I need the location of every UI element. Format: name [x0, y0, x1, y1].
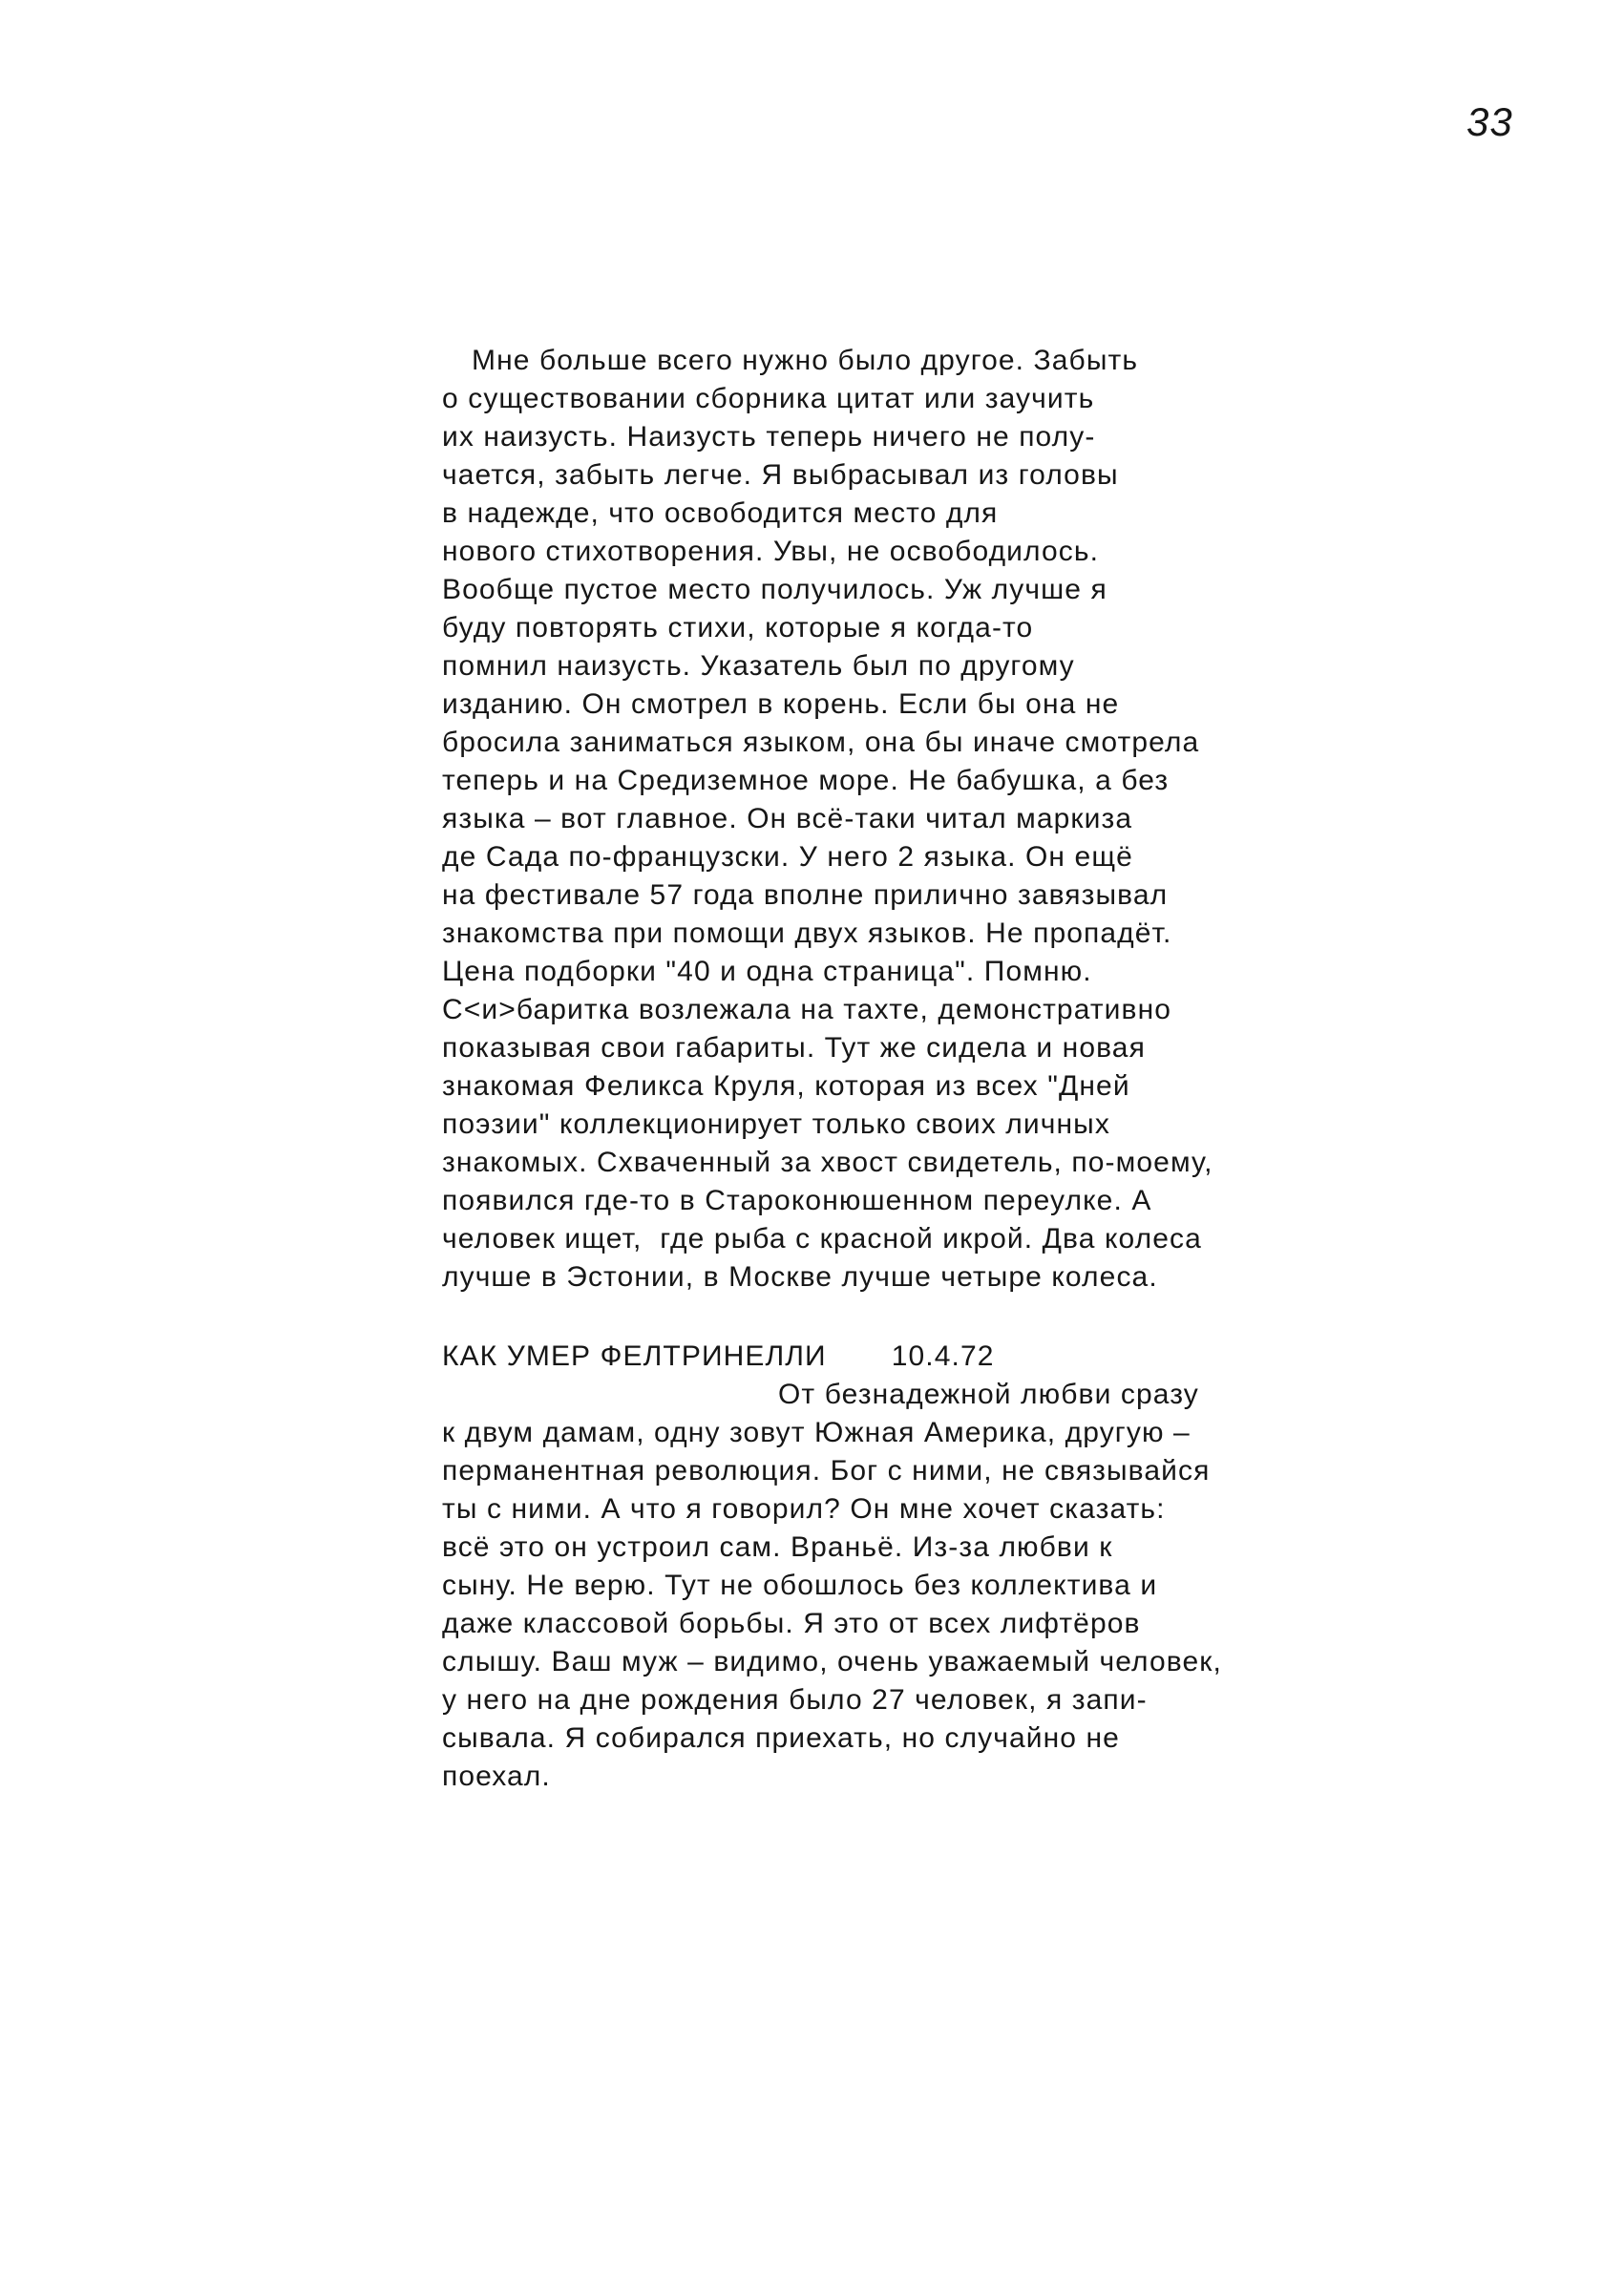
- text-line: Мне больше всего нужно было другое. Забыть: [472, 345, 1139, 376]
- text-line: сывала. Я собирался приехать, но случайно не: [442, 1722, 1120, 1754]
- text-line: чается, забыть легче. Я выбрасывал из головы: [442, 459, 1119, 491]
- text-line: показывая свои габариты. Тут же сидела и новая: [442, 1032, 1146, 1064]
- text-line: сыну. Не верю. Тут не обошлось без коллектива и: [442, 1570, 1158, 1601]
- text-column: [442, 342, 1234, 1796]
- text-line: нового стихотворения. Увы, не освободилось.: [442, 536, 1100, 567]
- text-line: бросила заниматься языком, она бы иначе смотрела: [442, 727, 1200, 758]
- text-line: знакомства при помощи двух языков. Не пропадёт.: [442, 918, 1172, 949]
- text-line: в надежде, что освободится место для: [442, 497, 999, 529]
- text-line: даже классовой борьбы. Я это от всех лифтёров: [442, 1608, 1141, 1639]
- text-line: ты с ними. А что я говорил? Он мне хочет сказать:: [442, 1493, 1166, 1525]
- text-line: их наизусть. Наизусть теперь ничего не полу-: [442, 421, 1096, 453]
- entry-heading: [442, 1338, 1234, 1376]
- text-line: помнил наизусть. Указатель был по другому: [442, 650, 1075, 682]
- text-line: слышу. Ваш муж – видимо, очень уважаемый человек,: [442, 1646, 1222, 1677]
- text-line: С<и>баритка возлежала на тахте, демонстративно: [442, 994, 1172, 1025]
- entry-title: КАК УМЕР ФЕЛТРИНЕЛЛИ: [442, 1340, 827, 1372]
- text-line: буду повторять стихи, которые я когда-то: [442, 612, 1034, 643]
- text-line: Вообще пустое место получилось. Уж лучше я: [442, 574, 1107, 605]
- entry-date: 10.4.72: [891, 1340, 995, 1372]
- text-line: От безнадежной любви сразу: [778, 1379, 1199, 1410]
- diary-entry-2: [442, 1376, 1234, 1796]
- text-line: де Сада по-французски. У него 2 языка. Он ещё: [442, 841, 1133, 873]
- text-line: поэзии" коллекционирует только своих личных: [442, 1108, 1110, 1140]
- text-line: поехал.: [442, 1761, 551, 1792]
- text-line: о существовании сборника цитат или заучить: [442, 383, 1095, 414]
- text-line: всё это он устроил сам. Враньё. Из-за любви к: [442, 1531, 1113, 1563]
- text-line: теперь и на Средиземное море. Не бабушка, а без: [442, 765, 1170, 796]
- text-line: на фестивале 57 года вполне прилично завязывал: [442, 879, 1169, 911]
- page-number: 33: [1466, 99, 1513, 144]
- text-line: знакомая Феликса Круля, которая из всех "Дней: [442, 1070, 1130, 1102]
- text-line: знакомых. Схваченный за хвост свидетель, по-моему,: [442, 1147, 1213, 1178]
- text-line: перманентная революция. Бог с ними, не связывайся: [442, 1455, 1211, 1487]
- text-line: к двум дамам, одну зовут Южная Америка, другую –: [442, 1417, 1191, 1448]
- text-line: появился где-то в Староконюшенном переулке. А: [442, 1185, 1152, 1216]
- text-line: у него на дне рождения было 27 человек, я запи-: [442, 1684, 1148, 1716]
- text-line: человек ищет, где рыба с красной икрой. Два колеса: [442, 1223, 1202, 1255]
- text-line: изданию. Он смотрел в корень. Если бы она не: [442, 688, 1120, 720]
- text-line: Цена подборки "40 и одна страница". Помню.: [442, 956, 1092, 987]
- diary-entry-1: [442, 342, 1234, 1297]
- text-line: лучше в Эстонии, в Москве лучше четыре колеса.: [442, 1261, 1158, 1293]
- text-line: языка – вот главное. Он всё-таки читал маркиза: [442, 803, 1133, 834]
